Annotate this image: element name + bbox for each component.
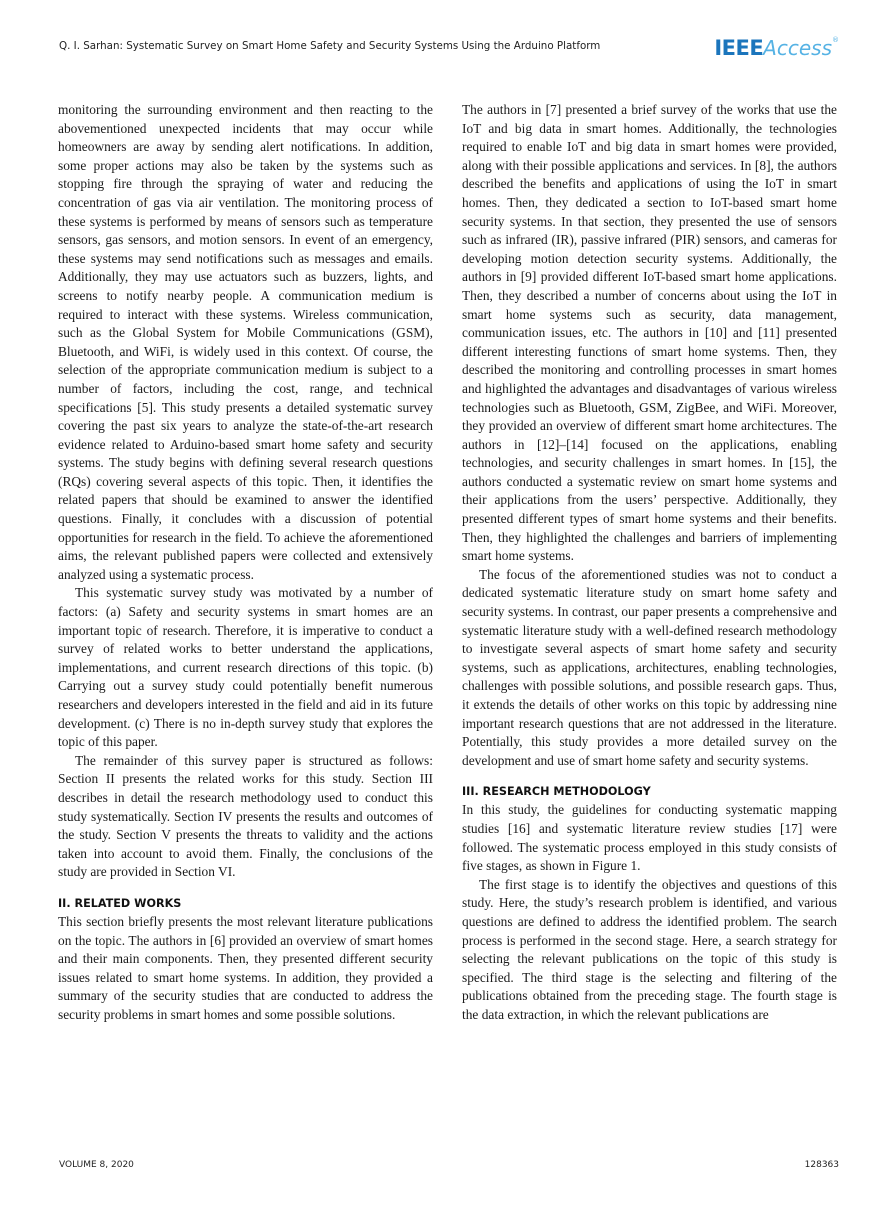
left-column <box>58 101 433 1025</box>
body-paragraph: This section briefly presents the most relevant literature publications on the topic. The authors in [6] provided an overview of smart homes and their main components. Then, they presented different security issues related to smart home systems. In addition, they provided a summary of the security studies that are conducted to address the security problems in smart homes and some possible solutions. <box>58 913 433 1022</box>
body-paragraph: In this study, the guidelines for conducting systematic mapping studies [16] and systematic literature review studies [17] were followed. The systematic process employed in this study consists of five stages, as shown in Figure 1. <box>462 802 837 874</box>
logo-ieee: IEEE <box>714 36 764 60</box>
running-title: Q. I. Sarhan: Systematic Survey on Smart Home Safety and Security Systems Using the Arduino Platform <box>59 40 601 52</box>
logo-registered-mark: ® <box>832 36 839 44</box>
logo-access: Access <box>763 36 832 60</box>
journal-logo <box>714 36 839 60</box>
section-heading-research-methodology: III. RESEARCH METHODOLOGY <box>462 785 651 799</box>
body-paragraph: The remainder of this survey paper is structured as follows: Section II presents the related works for this study. Section III describes in detail the research methodology used to conduct this study systematically. Section IV presents the results and outcomes of the study. Section V presents the threats to validity and the actions taken into account to avoid them. Finally, the conclusions of the study are provided in Section VI. <box>58 752 433 880</box>
body-paragraph: The focus of the aforementioned studies was not to conduct a dedicated systematic literature study on smart home safety and security systems. In contrast, our paper presents a comprehensive and systematic literature study with a well-defined research methodology to investigate several aspects of smart home safety and security systems, such as applications, architectures, enabling technologies, challenges with possible solutions, and possible research gaps. Thus, it extends the details of other works on this topic by addressing nine important research questions that are not addressed in the literature. Potentially, this study provides a more detailed survey on the development and use of smart home safety and security systems. <box>462 566 837 768</box>
page-header <box>59 36 839 60</box>
footer-page-number: 128363 <box>804 1160 839 1170</box>
section-heading-related-works: II. RELATED WORKS <box>58 896 182 910</box>
footer-volume: VOLUME 8, 2020 <box>59 1160 134 1170</box>
body-paragraph: The first stage is to identify the objectives and questions of this study. Here, the study’s research problem is identified, and various questions are defined to address the identified problem. The search process is performed in the second stage. Here, a search strategy for selecting the relevant publications on the topic of this study is specified. The third stage is the selecting and filtering of the publications obtained from the preceding stage. The fourth stage is the data extraction, in which the relevant publications are <box>462 876 837 1022</box>
right-column <box>462 101 837 1025</box>
body-paragraph: monitoring the surrounding environment and then reacting to the abovementioned unexpected incidents that may occur while homeowners are away by sending alert notifications. In addition, some proper actions may also be taken by the systems such as stopping fire through the spraying of water and reducing the concentration of gas via air ventilation. The monitoring process of these systems is performed by means of sensors such as temperature sensors, gas sensors, and motion sensors. In event of an emergency, these systems may send notifications such as messages and emails. Additionally, they may use actuators such as buzzers, lights, and screens to notify nearby people. A communication medium is required to interact with these systems. Wireless communication, such as the Global System for Mobile Communications (GSM), Bluetooth, and WiFi, is widely used in this context. Of course, the selection of the appropriate communication medium is subject to a number of factors, including the cost, range, and technical specifications [5]. This study presents a detailed systematic survey covering the past six years to analyze the state-of-the-art research evidence related to Arduino-based smart home safety and security systems. The study begins with defining several research questions (RQs) covering several aspects of this topic. Then, it identifies the related papers that should be examined to answer the identified questions. Finally, it concludes with a discussion of potential opportunities for research in the field. To achieve the aforementioned aims, the relevant published papers were collected and extensively analyzed using a systematic process. <box>58 102 433 582</box>
body-paragraph: This systematic survey study was motivated by a number of factors: (a) Safety and security systems in smart homes are an important topic of research. Therefore, it is imperative to conduct a survey of related works to better understand the applications, implementations, and current research directions of this topic. (b) Carrying out a survey study could potentially benefit numerous researchers and developers interested in the field and aid in its future development. (c) There is no in-depth survey study that explores the topic of this paper. <box>58 585 433 750</box>
body-paragraph: The authors in [7] presented a brief survey of the works that use the IoT and big data in smart homes. Additionally, the technologies required to enable IoT and big data in smart homes were provided, along with their possible applications and services. In [8], the authors described the benefits and applications of using the IoT in smart homes. Then, they dedicated a section to IoT-based smart home security systems. In that section, they presented the use of sensors such as infrared (IR), passive infrared (PIR) sensors, and cameras for developing motion detection security systems. Additionally, the authors in [9] provided different IoT-based smart home applications. Then, they described a number of concerns about using the IoT in smart home systems such as security, data management, communication issues, etc. The authors in [10] and [11] presented different interesting functions of smart home systems. Then, they described the monitoring and controlling processes in smart homes and highlighted the advantages and disadvantages of various wireless technologies such as Bluetooth, GSM, ZigBee, and WiFi. Moreover, they provided an overview of different smart home architectures. The authors in [12]–[14] focused on the applications, enabling technologies, and security challenges in smart homes. In [15], the authors conducted a systematic review on smart home systems and their applications from the users’ perspective. Additionally, they presented different types of smart home systems and their benefits. Then, they highlighted the challenges and barriers of implementing smart home systems. <box>462 102 837 564</box>
